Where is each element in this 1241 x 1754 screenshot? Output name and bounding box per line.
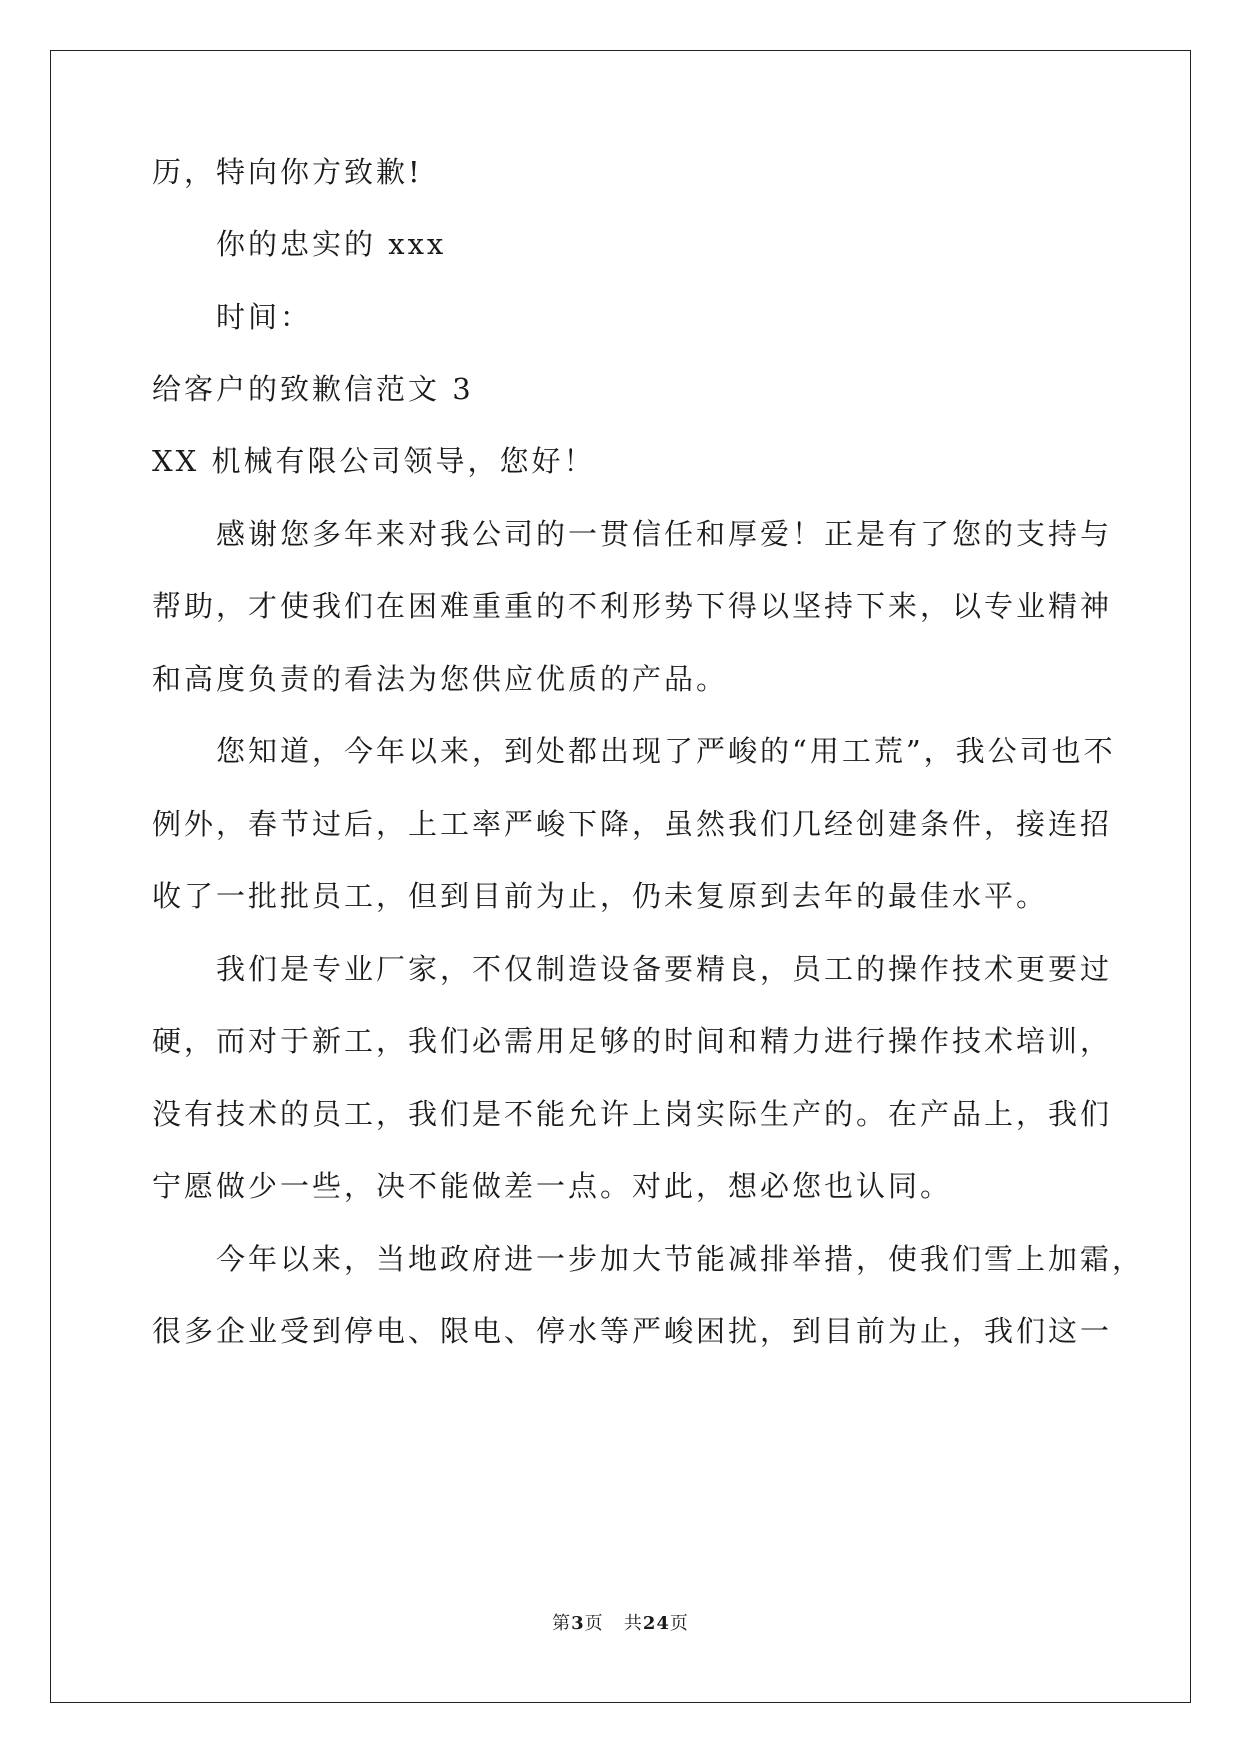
text-line-13: 硬，而对于新工，我们必需用足够的时间和精力进行操作技术培训， xyxy=(152,1024,1113,1058)
footer-total-suffix: 页 xyxy=(669,1613,689,1634)
footer-total-pages: 24 xyxy=(642,1613,670,1634)
text-line-9: 您知道，今年以来，到处都出现了严峻的“用工荒”，我公司也不 xyxy=(216,734,1116,768)
footer-prefix: 第 xyxy=(552,1613,572,1634)
text-line-8: 和高度负责的看法为您供应优质的产品。 xyxy=(152,662,729,696)
text-line-15: 宁愿做少一些，决不能做差一点。对此，想必您也认同。 xyxy=(152,1169,953,1203)
footer-total-prefix: 共 xyxy=(623,1613,643,1634)
text-line-12: 我们是专业厂家，不仅制造设备要精良，员工的操作技术更要过 xyxy=(216,952,1113,986)
page-footer xyxy=(0,1612,1241,1636)
text-line-14: 没有技术的员工，我们是不能允许上岗实际生产的。在产品上，我们 xyxy=(152,1097,1113,1131)
footer-page-number: 3 xyxy=(571,1613,585,1634)
text-line-2: 你的忠实的 xxx xyxy=(216,227,447,261)
text-line-1: 历，特向你方致歉! xyxy=(152,155,423,189)
text-line-17: 很多企业受到停电、限电、停水等严峻困扰，到目前为止，我们这一 xyxy=(152,1314,1113,1348)
text-line-10: 例外，春节过后，上工率严峻下降，虽然我们几经创建条件，接连招 xyxy=(152,807,1113,841)
text-line-3: 时间： xyxy=(216,300,313,334)
section-heading: 给客户的致歉信范文 3 xyxy=(152,372,474,406)
text-line-7: 帮助，才使我们在困难重重的不利形势下得以坚持下来，以专业精神 xyxy=(152,589,1113,623)
salutation: XX 机械有限公司领导，您好！ xyxy=(152,444,596,478)
text-line-11: 收了一批批员工，但到目前为止，仍未复原到去年的最佳水平。 xyxy=(152,879,1049,913)
text-line-16: 今年以来，当地政府进一步加大节能减排举措，使我们雪上加霜， xyxy=(216,1242,1145,1276)
text-line-6: 感谢您多年来对我公司的一贯信任和厚爱！正是有了您的支持与 xyxy=(216,517,1113,551)
footer-page-suffix: 页 xyxy=(584,1613,604,1634)
